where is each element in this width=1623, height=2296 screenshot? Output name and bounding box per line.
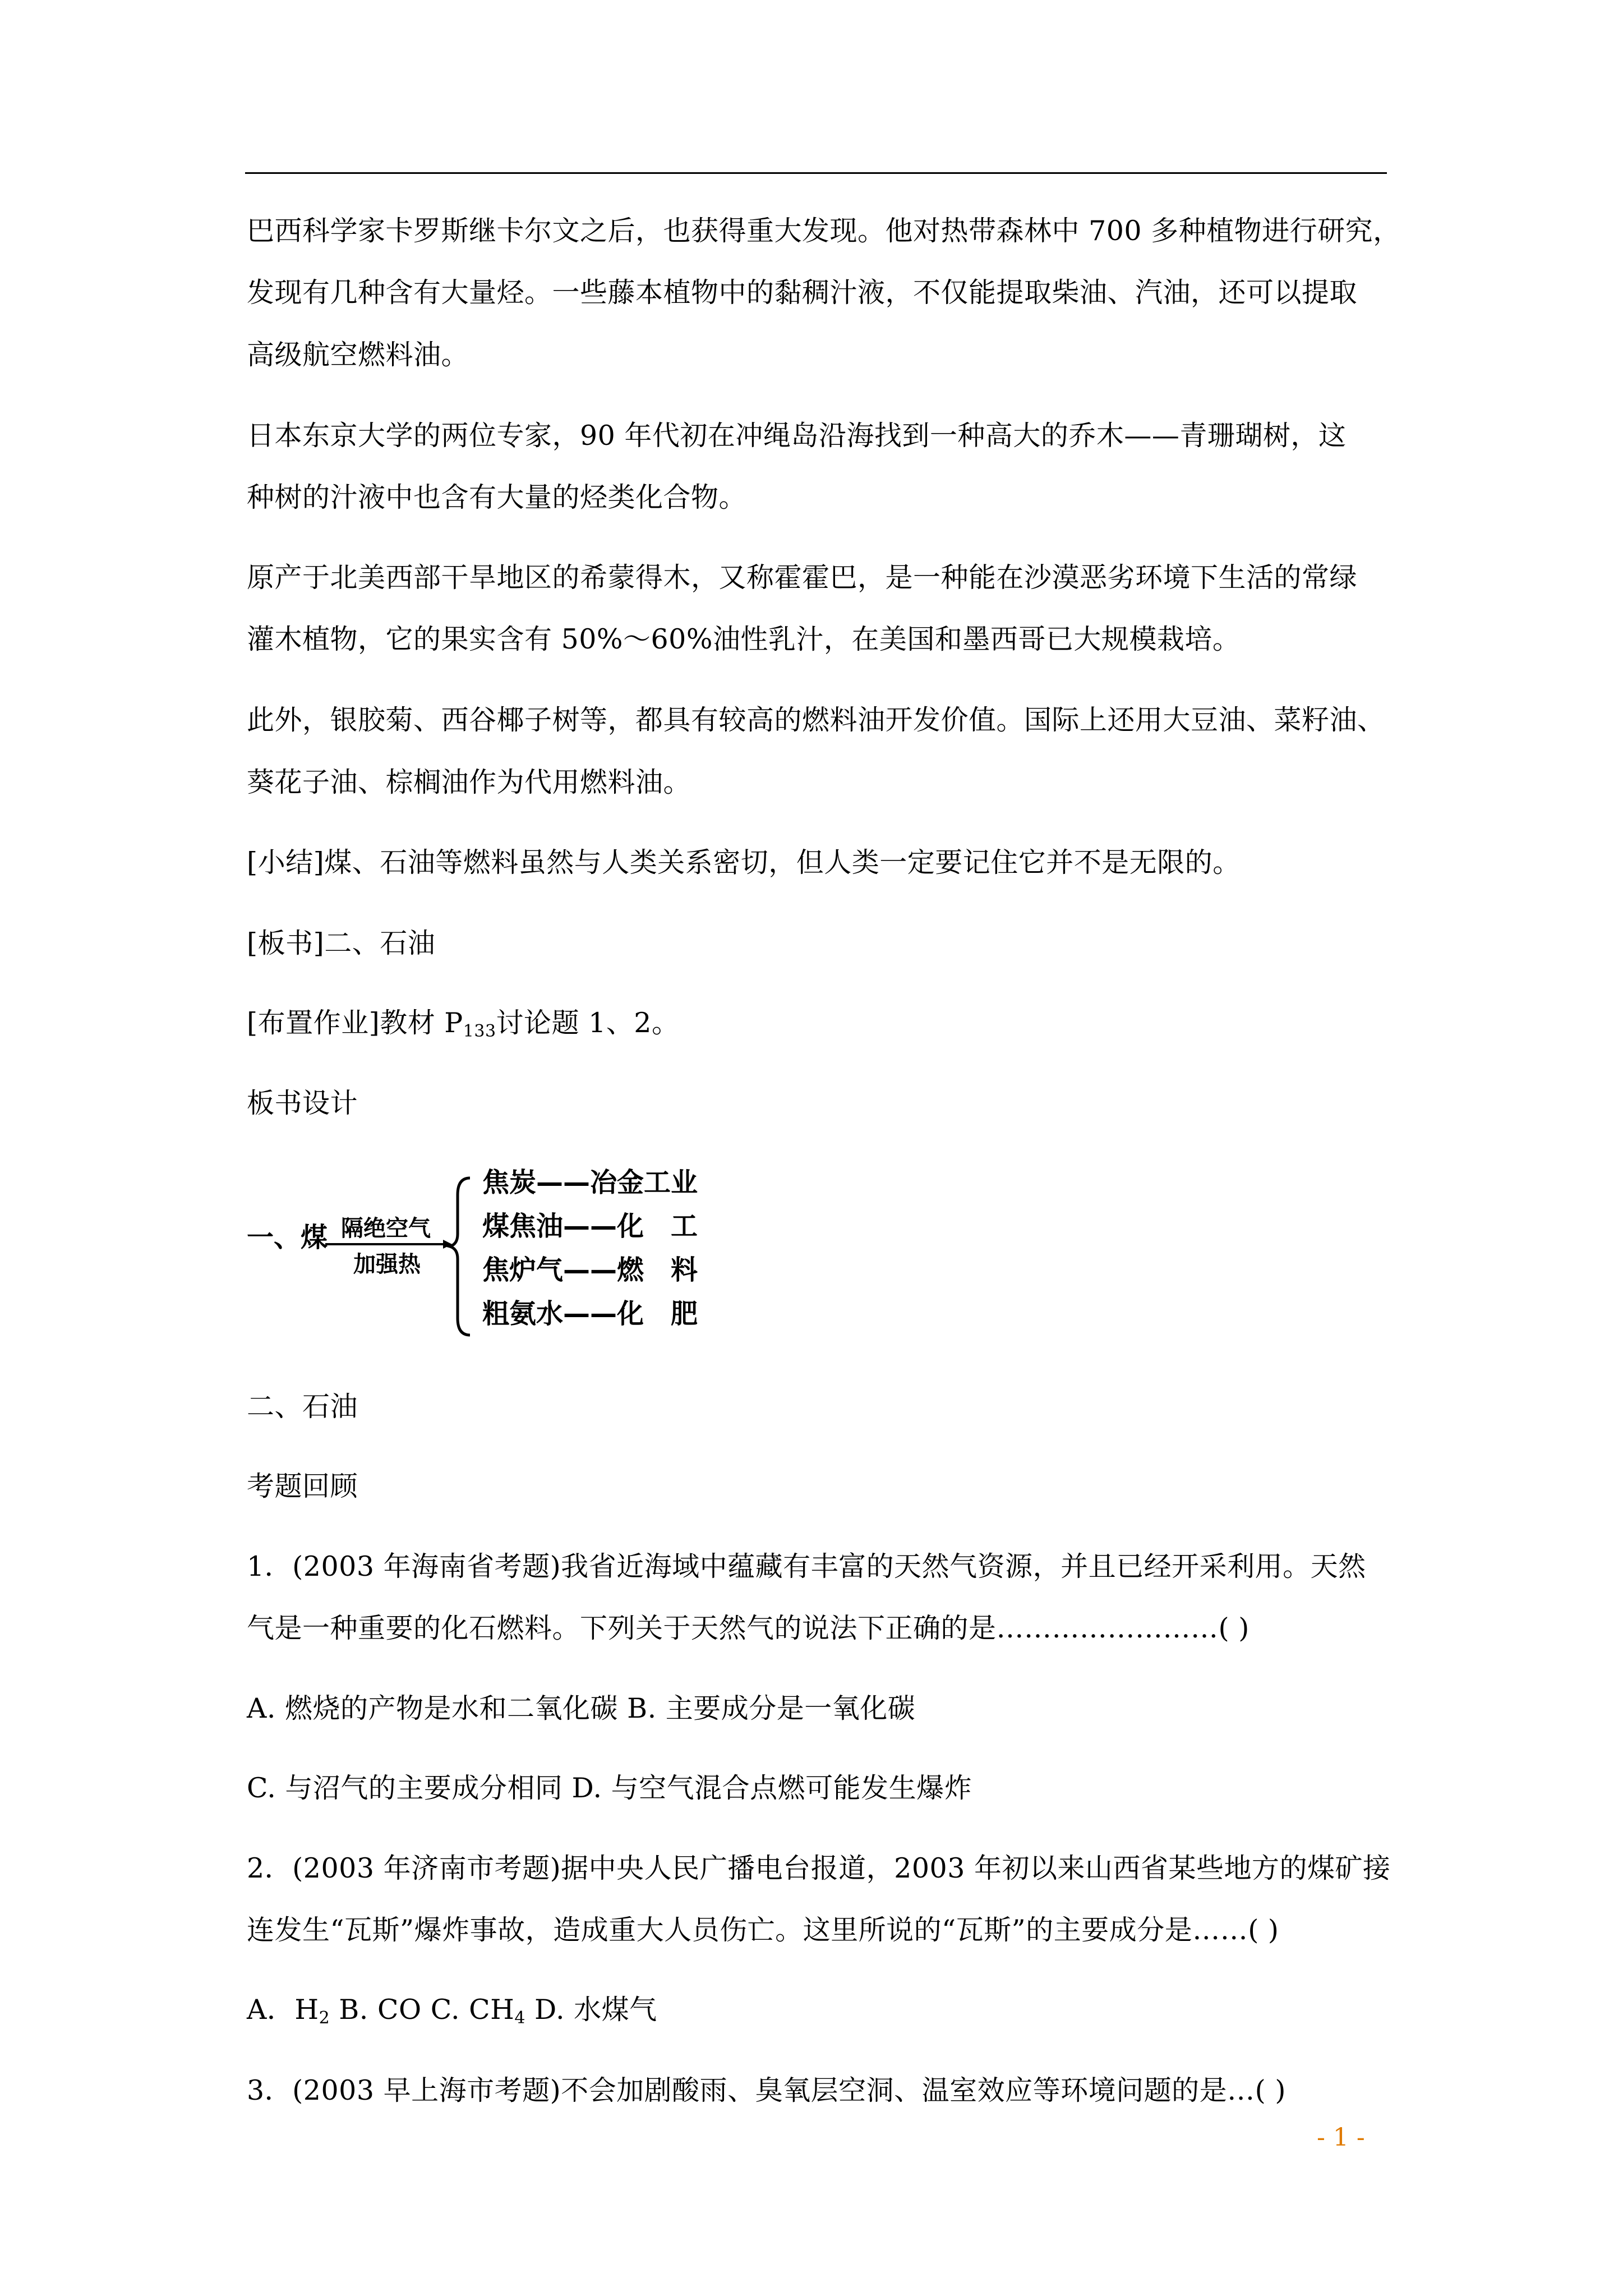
option-d: D. 水煤气 <box>525 1994 657 2026</box>
question-line: 连发生“瓦斯”爆炸事故，造成重大人员伤亡。这里所说的“瓦斯”的主要成分是……( ) <box>247 1914 1279 1946</box>
board-line: [板书]二、石油 <box>247 927 436 959</box>
question-line: 1．(2003 年海南省考题)我省近海域中蕴藏有丰富的天然气资源，并且已经开采利用。天然 <box>247 1550 1366 1582</box>
paragraph-line: 发现有几种含有大量烃。一些藤本植物中的黏稠汁液，不仅能提取柴油、汽油，还可以提取 <box>247 277 1358 309</box>
branch-product: 煤焦油 <box>482 1211 564 1242</box>
question-option: A. 燃烧的产物是水和二氧化碳 B. 主要成分是一氧化碳 <box>247 1692 916 1724</box>
question-line: 2．(2003 年济南市考题)据中央人民广播电台报道，2003 年初以来山西省某些地方的煤矿接 <box>247 1852 1391 1884</box>
branch-dash: —— <box>563 1254 617 1286</box>
branch-dash: —— <box>536 1167 591 1198</box>
coal-distillation-diagram <box>247 1156 751 1346</box>
homework-subscript: 133 <box>463 1022 496 1041</box>
homework-prefix: [布置作业]教材 P <box>247 1007 463 1039</box>
option-a-subscript: 2 <box>319 2008 330 2028</box>
branch-use: 化 工 <box>617 1211 698 1242</box>
brace <box>450 1178 470 1335</box>
branch-product: 粗氨水 <box>482 1298 564 1329</box>
homework-line <box>247 1006 679 1040</box>
page-number: - 1 - <box>1317 2123 1365 2152</box>
diagram-branch-row <box>482 1254 698 1286</box>
question-line: 3．(2003 早上海市考题)不会加剧酸雨、臭氧层空洞、温室效应等环境问题的是…( ) <box>247 2074 1286 2106</box>
homework-suffix: 讨论题 1、2。 <box>496 1007 680 1039</box>
paragraph-line: 原产于北美西部干旱地区的希蒙得木，又称霍霍巴，是一种能在沙漠恶劣环境下生活的常绿 <box>247 562 1358 593</box>
summary-line: [小结]煤、石油等燃料虽然与人类关系密切，但人类一定要记住它并不是无限的。 <box>247 846 1241 878</box>
section-heading: 二、石油 <box>247 1391 358 1423</box>
review-heading: 考题回顾 <box>247 1470 358 1502</box>
branch-use: 燃 料 <box>617 1254 698 1286</box>
header-rule <box>245 172 1387 174</box>
arrow-bottom-label: 加强热 <box>353 1251 421 1277</box>
diagram-branch-row <box>482 1298 698 1329</box>
arrow-top-label: 隔绝空气 <box>341 1216 431 1241</box>
diagram-root-label: 一、煤 <box>247 1222 328 1253</box>
branch-product: 焦炭 <box>482 1167 537 1198</box>
paragraph-line: 日本东京大学的两位专家，90 年代初在冲绳岛沿海找到一种高大的乔木——青珊瑚树，这 <box>247 420 1347 452</box>
branch-use: 化 肥 <box>617 1298 698 1329</box>
paragraph-line: 葵花子油、棕榈油作为代用燃料油。 <box>247 766 691 798</box>
diagram-branch-row <box>482 1211 698 1242</box>
paragraph-line: 高级航空燃料油。 <box>247 339 469 371</box>
option-bc: B. CO C. CH <box>330 1994 515 2026</box>
question-option <box>247 1993 657 2027</box>
board-design-heading: 板书设计 <box>247 1087 358 1119</box>
diagram-branch-row <box>482 1167 698 1198</box>
question-option: C. 与沼气的主要成分相同 D. 与空气混合点燃可能发生爆炸 <box>247 1772 972 1804</box>
paragraph-line: 种树的汁液中也含有大量的烃类化合物。 <box>247 481 747 513</box>
option-c-subscript: 4 <box>514 2008 525 2028</box>
branch-use: 冶金工业 <box>590 1167 698 1198</box>
paragraph-line: 此外，银胶菊、西谷椰子树等，都具有较高的燃料油开发价值。国际上还用大豆油、菜籽油、 <box>247 704 1385 736</box>
branch-dash: —— <box>563 1211 617 1242</box>
option-a: A．H <box>247 1994 319 2026</box>
paragraph-line: 灌木植物，它的果实含有 50%～60%油性乳汁，在美国和墨西哥已大规模栽培。 <box>247 623 1241 655</box>
branch-dash: —— <box>563 1298 617 1329</box>
paragraph-line: 巴西科学家卡罗斯继卡尔文之后，也获得重大发现。他对热带森林中 700 多种植物进行研究， <box>247 215 1401 247</box>
question-line: 气是一种重要的化石燃料。下列关于天然气的说法下正确的是……………………( ) <box>247 1612 1249 1644</box>
branch-product: 焦炉气 <box>482 1254 564 1286</box>
